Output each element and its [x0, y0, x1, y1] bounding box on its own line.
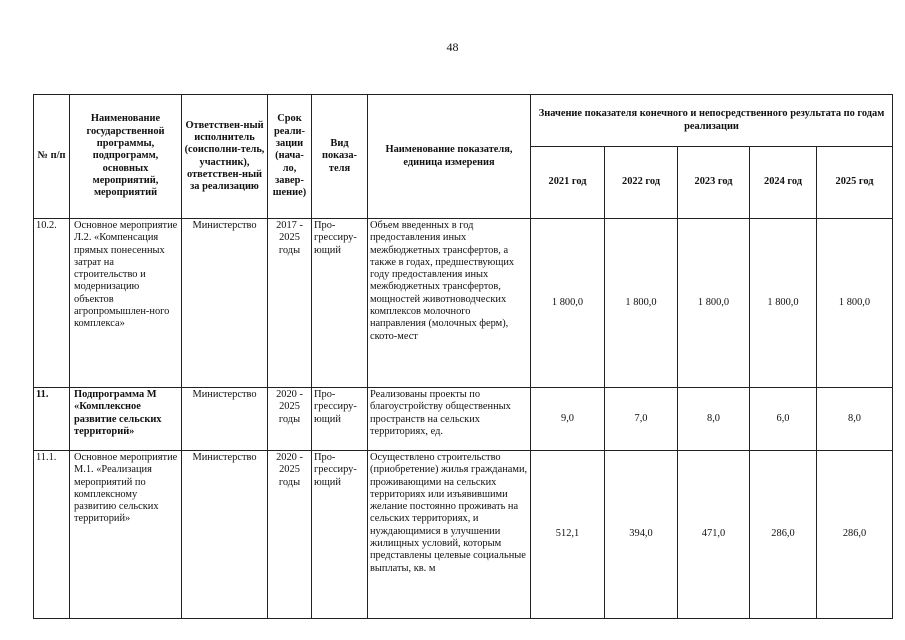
- row-term: 2017 - 2025 годы: [268, 219, 312, 388]
- row-value: 286,0: [817, 451, 893, 619]
- row-type: Про-грессиру-ющий: [312, 451, 368, 619]
- row-type: Про-грессиру-ющий: [312, 388, 368, 451]
- header-num: № п/п: [34, 95, 70, 219]
- row-value: 1 800,0: [817, 219, 893, 388]
- header-year: 2023 год: [678, 147, 750, 219]
- row-value: 512,1: [531, 451, 605, 619]
- row-name: Основное мероприятие Л.2. «Компенсация прямых понесенных затрат на строительство и модернизацию объектов агропромышлен-ного комплекса»: [70, 219, 182, 388]
- header-year: 2022 год: [605, 147, 678, 219]
- table-row: [34, 388, 893, 451]
- row-value: 8,0: [817, 388, 893, 451]
- row-value: 8,0: [678, 388, 750, 451]
- row-term: 2020 - 2025 годы: [268, 388, 312, 451]
- header-name: Наименование государственной программы, подпрограмм, основных мероприятий, мероприятий: [70, 95, 182, 219]
- row-indicator: Реализованы проекты по благоустройству общественных пространств на сельских территориях, ед.: [368, 388, 531, 451]
- row-value: 1 800,0: [750, 219, 817, 388]
- row-value: 471,0: [678, 451, 750, 619]
- row-value: 1 800,0: [678, 219, 750, 388]
- row-name: Основное мероприятие М.1. «Реализация мероприятий по комплексному развитию сельских территорий»: [70, 451, 182, 619]
- row-executor: Министерство: [182, 451, 268, 619]
- header-executor: Ответствен-ный исполнитель (соисполни-тель, участник), ответствен-ный за реализацию: [182, 95, 268, 219]
- header-row-1: [34, 95, 893, 147]
- row-indicator: Осуществлено строительство (приобретение) жилья гражданами, проживающими на сельских территориях или изъявившими желание постоянно проживать на сельских территориях, и нуждающимися в улучшении жилищных условий, которым представлены целевые социальные выплаты, кв. м: [368, 451, 531, 619]
- row-value: 7,0: [605, 388, 678, 451]
- row-indicator: Объем введенных в год предоставления иных межбюджетных трансфертов, а также в годах, предшествующих году предоставления иных межбюджетных трансфертов, мощностей животноводческих комплексов молочного направления (молочных ферм), ското-мест: [368, 219, 531, 388]
- page-number: 48: [446, 40, 459, 54]
- indicators-table: [33, 94, 893, 619]
- row-value: 6,0: [750, 388, 817, 451]
- row-term: 2020 - 2025 годы: [268, 451, 312, 619]
- table-row: [34, 219, 893, 388]
- row-value: 286,0: [750, 451, 817, 619]
- row-executor: Министерство: [182, 219, 268, 388]
- row-num: 11.: [34, 388, 70, 451]
- row-name: Подпрограмма М «Комплексное развитие сельских территорий»: [70, 388, 182, 451]
- header-year: 2021 год: [531, 147, 605, 219]
- row-value: 9,0: [531, 388, 605, 451]
- row-num: 11.1.: [34, 451, 70, 619]
- header-year: 2024 год: [750, 147, 817, 219]
- row-value: 1 800,0: [531, 219, 605, 388]
- header-year: 2025 год: [817, 147, 893, 219]
- header-type: Вид показа-теля: [312, 95, 368, 219]
- header-term: Срок реали-зации (нача-ло, завер-шение): [268, 95, 312, 219]
- row-type: Про-грессиру-ющий: [312, 219, 368, 388]
- row-num: 10.2.: [34, 219, 70, 388]
- header-indicator: Наименование показателя, единица измерения: [368, 95, 531, 219]
- row-value: 1 800,0: [605, 219, 678, 388]
- header-values-group: Значение показателя конечного и непосредственного результата по годам реализации: [531, 95, 893, 147]
- table-row: [34, 451, 893, 619]
- row-executor: Министерство: [182, 388, 268, 451]
- row-value: 394,0: [605, 451, 678, 619]
